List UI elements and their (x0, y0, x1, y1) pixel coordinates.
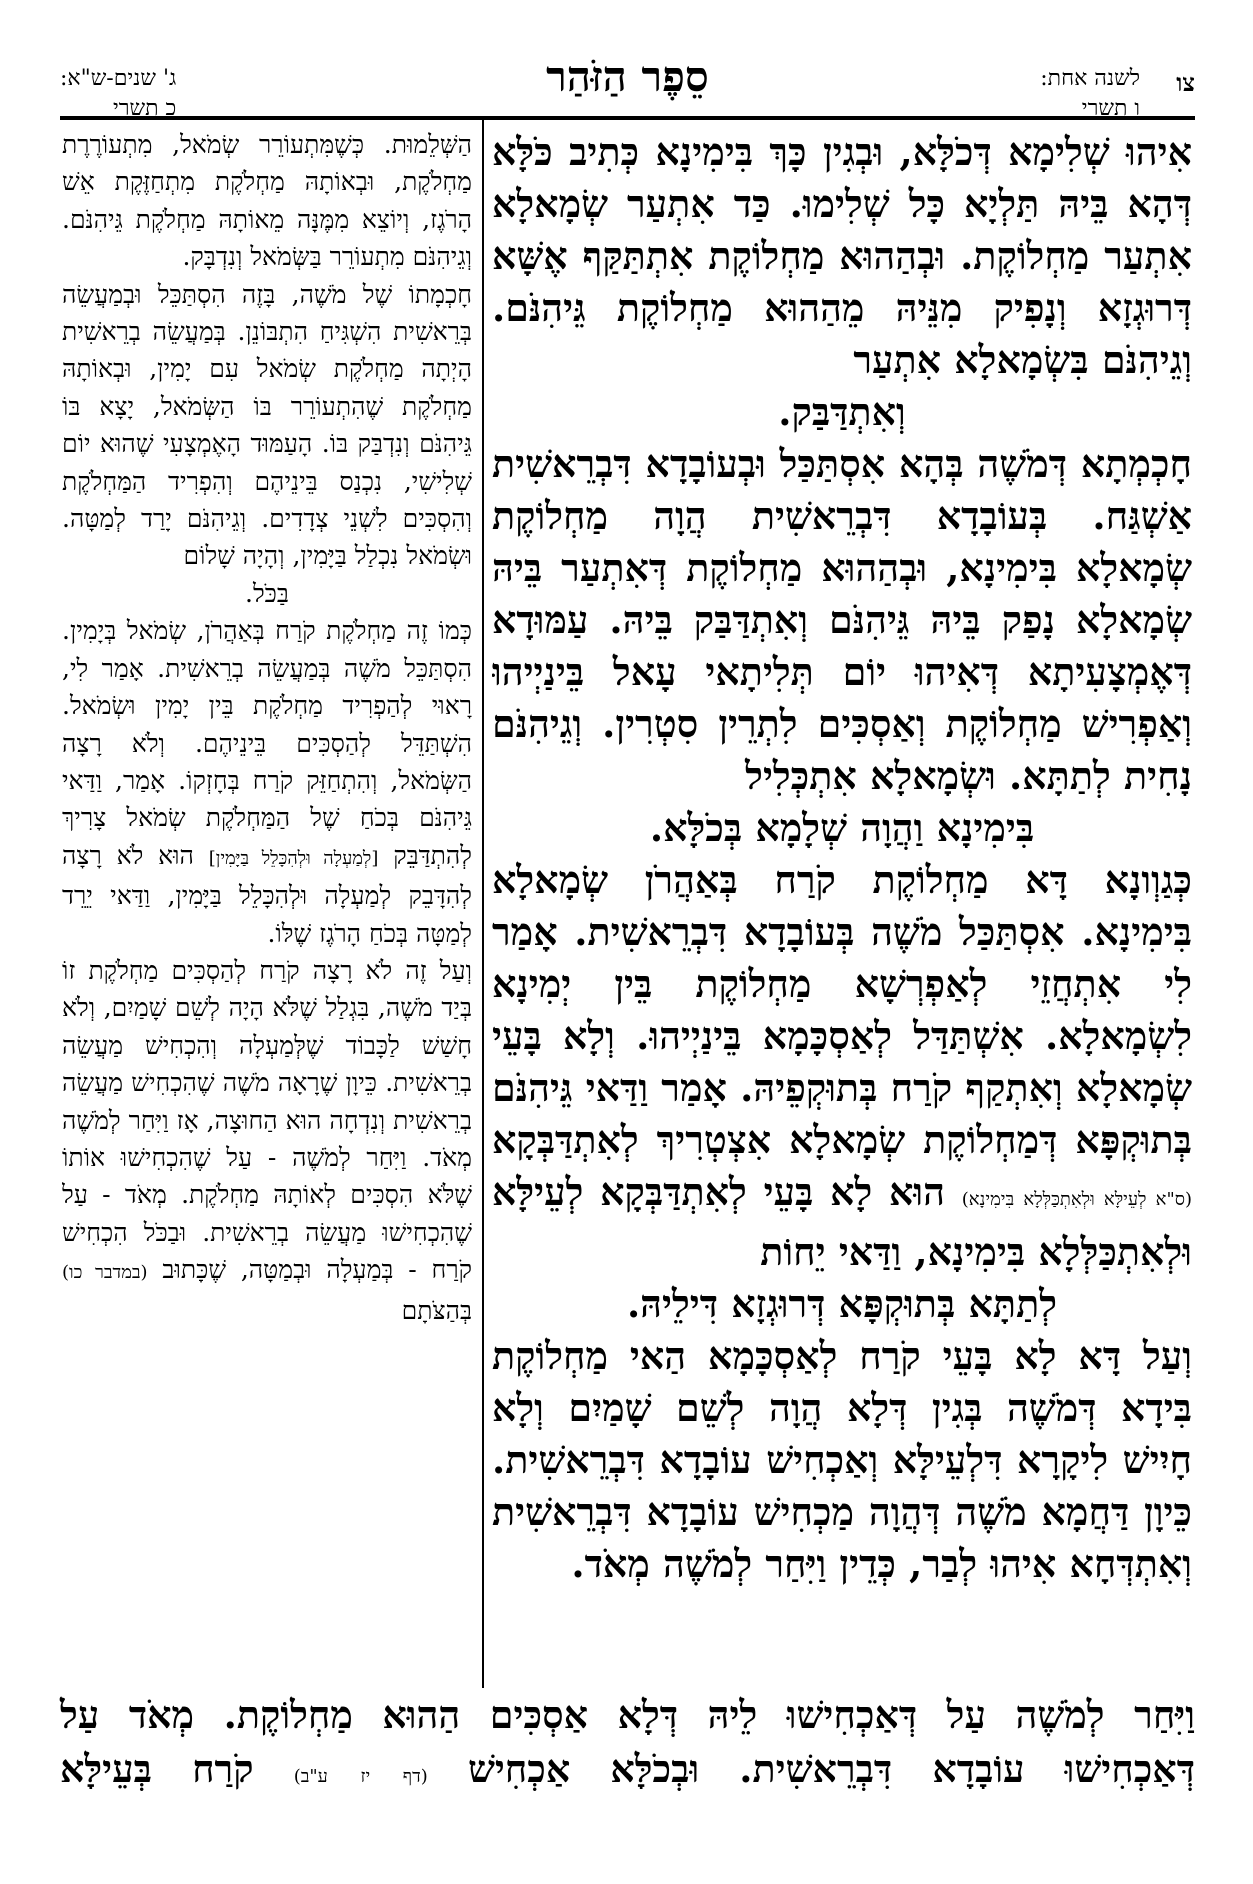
translation-text: וְעַל זֶה לֹא רָצָה קֹרַח לְהַסְכִּים מַחְלֹקֶת זוֹ בְּיַד מֹשֶׁה, בִּגְלַל שֶׁלֹּא הָיָה לְשֵׁם שָׁמַיִם, וְלֹא חָשַׁשׁ לַכָּבוֹד שֶׁלְּמַעְלָה וְהִכְחִישׁ מַעֲשֵׂה בְרֵאשִׁית. כֵּיוָן שֶׁרָאָה מֹשֶׁה שֶׁהִכְחִישׁ מַעֲשֵׂה בְרֵאשִׁית וְנִדְחָה הוּא הַחוּצָה, אָז וַיִּחַר לְמֹשֶׁה מְאֹד. וַיִּחַר לְמֹשֶׁה - עַל שֶׁהִכְחִישׁוּ אוֹתוֹ שֶׁלֹּא הִסְכִּים לְאוֹתָהּ מַחְלֹקֶת. מְאֹד - עַל שֶׁהִכְחִישׁוּ מַעֲשֵׂה בְרֵאשִׁית. וּבַכֹּל הִכְחִישׁ קֹרַח - בְּמַעְלָה וּבְמַטָּה, שֶׁכָּתוּב (62, 955, 472, 1285)
aramaic-paragraph: אִיהוּ שְׁלִימָא דְּכֹלָּא, וּבְגִין כָּךְ בִּימִינָא כְּתִיב כֹּלָּא דְּהָא בֵּיהּ תַּלְיָא כָּל שְׁלִימוּ. כַּד אִתְעַר שְׂמָאלָא אִתְעַר מַחְלוֹקֶת. וּבְהַהוּא מַחְלוֹקֶת אִתְתַּקַּף אֶשָּׁא דְּרוּגְזָא וְנָפִיק מִנֵּיהּ מֵהַהוּא מַחְלוֹקֶת גֵּיהִנֹּם. וְגֵיהִנֹּם בִּשְׂמָאלָא אִתְעַר (492, 129, 1192, 382)
bottom-text: קֹרַח בְּעֵילָּא (60, 1746, 254, 1791)
header-left-line2: כ תשרי (112, 96, 177, 121)
header-right-line1: לשנה אחת: (1040, 66, 1140, 91)
column-divider (482, 120, 484, 1688)
translation-text: בְּהַצֹּתָם (401, 1295, 472, 1325)
bracket-note: [לְמַעְלָה וּלְהִכָּלֵל בַּיָּמִין] (208, 847, 379, 869)
translation-text: הוּא לֹא רָצָה לְהִדָּבֵק לְמַעְלָה וּלְהִכָּלֵל בַּיָּמִין, וַדַּאי יֵרֵד לְמַטָּה בְּכֹחַ הָרֹגֶז שֶׁלּוֹ. (62, 840, 472, 948)
bottom-line (60, 1742, 1195, 1804)
aramaic-paragraph: חָכְמְתָא דְּמֹשֶׁה בְּהָא אִסְתַּכַּל וּבְעוֹבָדָא דִּבְרֵאשִׁית אַשְׁגַּח. בְּעוֹבָדָא דִּבְרֵאשִׁית הֲוָה מַחְלוֹקֶת שְׂמָאלָא בִּימִינָא, וּבְהַהוּא מַחְלוֹקֶת דְּאִתְעַר בֵּיהּ שְׂמָאלָא נָפַק בֵּיהּ גֵּיהִנֹּם וְאִתְדַּבַּק בֵּיהּ. עַמּוּדָא דְּאֶמְצָעִיתָא דְּאִיהוּ יוֹם תְּלִיתָאי עָאל בֵּינַיְיהוּ וְאַפְרִישׁ מַחְלוֹקֶת וְאַסְכִּים לִתְרֵין סִטְרִין. וְגֵיהִנֹּם נָחִית לְתַתָּא. וּשְׂמָאלָא אִתְכְּלִיל (492, 441, 1192, 798)
bottom-line: וַיִּחַר לְמֹשֶׁה עַל דְּאַכְחִישׁוּ לֵיהּ דְּלָא אַסְכִּים הַהוּא מַחְלוֹקֶת. מְאֹד עַל (60, 1692, 1195, 1737)
aramaic-paragraph-end: וְאִתְדַּבַּק. (778, 389, 906, 434)
translation-paragraph: הַשְּׁלֵמוּת. כְּשֶׁמִּתְעוֹרֵר שְׂמֹאל, מִתְעוֹרֶרֶת מַחְלֹקֶת, וּבְאוֹתָהּ מַחְלֹקֶת מִתְחַזֶּקֶת אֵשׁ הָרֹגֶז, וְיוֹצֵא מִמֶּנָּה מֵאוֹתָהּ מַחְלֹקֶת גֵּיהִנֹּם. וְגֵיהִנֹּם מִתְעוֹרֵר בַּשְּׂמֹאל וְנִדְבָּק. (62, 130, 472, 272)
variant-reading-note: (ס"א לְעֵילָּא וּלְאִתְכַּלְּלָא בִּימִינָא) (961, 1189, 1192, 1210)
translation-paragraph (62, 952, 472, 1329)
translation-paragraph-end: בַּכֹּל. (245, 578, 289, 608)
aramaic-paragraph-end: לְתַתָּא בְּתוּקְפָּא דְּרוּגְזָא דִּילֵיהּ. (626, 1281, 1058, 1326)
translation-text: כְּמוֹ זֶה מַחְלֹקֶת קֹרַח בְּאַהֲרֹן, שְׂמֹאל בְּיָמִין. הִסְתַּכֵּל מֹשֶׁה בְּמַעֲשֵׂה בְרֵאשִׁית. אָמַר לִי, רָאוּי לְהַפְרִיד מַחְלֹקֶת בֵּין יָמִין וּשְׂמֹאל. הִשְׁתַּדֵּל לְהַסְכִּים בֵּינֵיהֶם. וְלֹא רָצָה הַשְּׂמֹאל, וְהִתְחַזֵּק קֹרַח בְּחָזְקוֹ. אָמַר, וַדַּאי גֵּיהִנֹּם בְּכֹחַ שֶׁל הַמַּחְלֹקֶת שְׂמֹאל צָרִיךְ לְהִתְדַּבֵּק (62, 616, 472, 870)
aramaic-text-column (492, 126, 1192, 1686)
header-left-line1: ג' שנים-ש"א: (60, 66, 177, 91)
header-right-line2: ו תשרי (1081, 96, 1140, 121)
page-title: סֵפֶר הַזֹּהַר (546, 52, 709, 101)
translation-column (62, 126, 472, 1686)
aramaic-paragraph (492, 854, 1192, 1278)
verse-reference: (במדבר כו) (62, 1262, 148, 1284)
aramaic-paragraph: וְעַל דָּא לָא בָּעֵי קֹרַח לְאַסְכָּמָא הַאי מַחְלוֹקֶת בִּידָא דְּמֹשֶׁה בְּגִין דְּלָא הֲוָה לְשֵׁם שָׁמַיִם וְלָא חָיִישׁ לִיקָרָא דִּלְעֵילָּא וְאַכְחִישׁ עוֹבָדָא דִּבְרֵאשִׁית. כֵּיוָן דַּחֲמָא מֹשֶׁה דְּהֲוָה מַכְחִישׁ עוֹבָדָא דִּבְרֵאשִׁית וְאִתְדְּחָא אִיהוּ לְבַר, כְּדֵין וַיִּחַר לְמֹשֶׁה מְאֹד. (492, 1333, 1192, 1586)
header-left-schedule (60, 64, 176, 124)
translation-paragraph (62, 612, 472, 952)
aramaic-paragraph-end: בִּימִינָא וַהֲוָה שְׁלָמָא בְּכֹלָּא. (649, 805, 1035, 850)
aramaic-text: כְּגַוְונָא דָּא מַחְלוֹקֶת קֹרַח בְּאַהֲרֹן שְׂמָאלָא בִּימִינָא. אִסְתַּכַּל מֹשֶׁה בְּעוֹבָדָא דִּבְרֵאשִׁית. אָמַר לִי אִתְחֲזֵי לְאַפְרְשָׁא מַחְלוֹקֶת בֵּין יְמִינָא לִשְׂמָאלָא. אִשְׁתַּדַּל לְאַסְכָּמָא בֵּינַיְיהוּ. וְלָא בָּעֵי שְׂמָאלָא וְאִתְקַף קֹרַח בְּתוּקְפֵיהּ. אָמַר וַדַּאי גֵּיהִנֹּם בְּתוּקְפָּא דְּמַחְלוֹקֶת שְׂמָאלָא אִצְטְרִיךְ לְאִתְדַּבְּקָא (492, 857, 1192, 1162)
folio-reference: (דף יז ע"ב) (293, 1766, 428, 1787)
aramaic-text: הוּא לָא בָּעֵי לְאִתְדַּבְּקָא לְעֵילָּא וּלְאִתְכַּלְּלָא בִּימִינָא, וַדַּאי יֵחוֹת (492, 1169, 1192, 1274)
translation-paragraph: חָכְמָתוֹ שֶׁל מֹשֶׁה, בָּזֶה הִסְתַּכֵּל וּבְמַעֲשֵׂה בְּרֵאשִׁית הִשְׁגִּיחַ הִתְבּוֹנֵן. בְּמַעֲשֵׂה בְרֵאשִׁית הָיְתָה מַחְלֹקֶת שְׂמֹאל עִם יָמִין, וּבְאוֹתָהּ מַחְלֹקֶת שֶׁהִתְעוֹרֵר בּוֹ הַשְּׂמֹאל, יָצָא בּוֹ גֵּיהִנֹּם וְנִדְבַּק בּוֹ. הָעַמּוּד הָאֶמְצָעִי שֶׁהוּא יוֹם שְׁלִישִׁי, נִכְנַס בֵּינֵיהֶם וְהִפְרִיד הַמַּחְלֹקֶת וְהִסְכִּים לִשְׁנֵי צְדָדִים. וְגֵיהִנֹּם יָרַד לְמַטָּה. וּשְׂמֹאל נִכְלַל בַּיָּמִין, וְהָיָה שָׁלוֹם (62, 279, 472, 571)
bottom-text: דְּאַכְחִישׁוּ עוֹבָדָא דִּבְרֵאשִׁית. וּבְכֹלָּא אַכְחִישׁ (467, 1746, 1195, 1791)
page-header (60, 44, 1195, 124)
header-rule (60, 116, 1195, 120)
page-number: צו (1176, 68, 1195, 97)
full-width-bottom-text (60, 1688, 1195, 1804)
